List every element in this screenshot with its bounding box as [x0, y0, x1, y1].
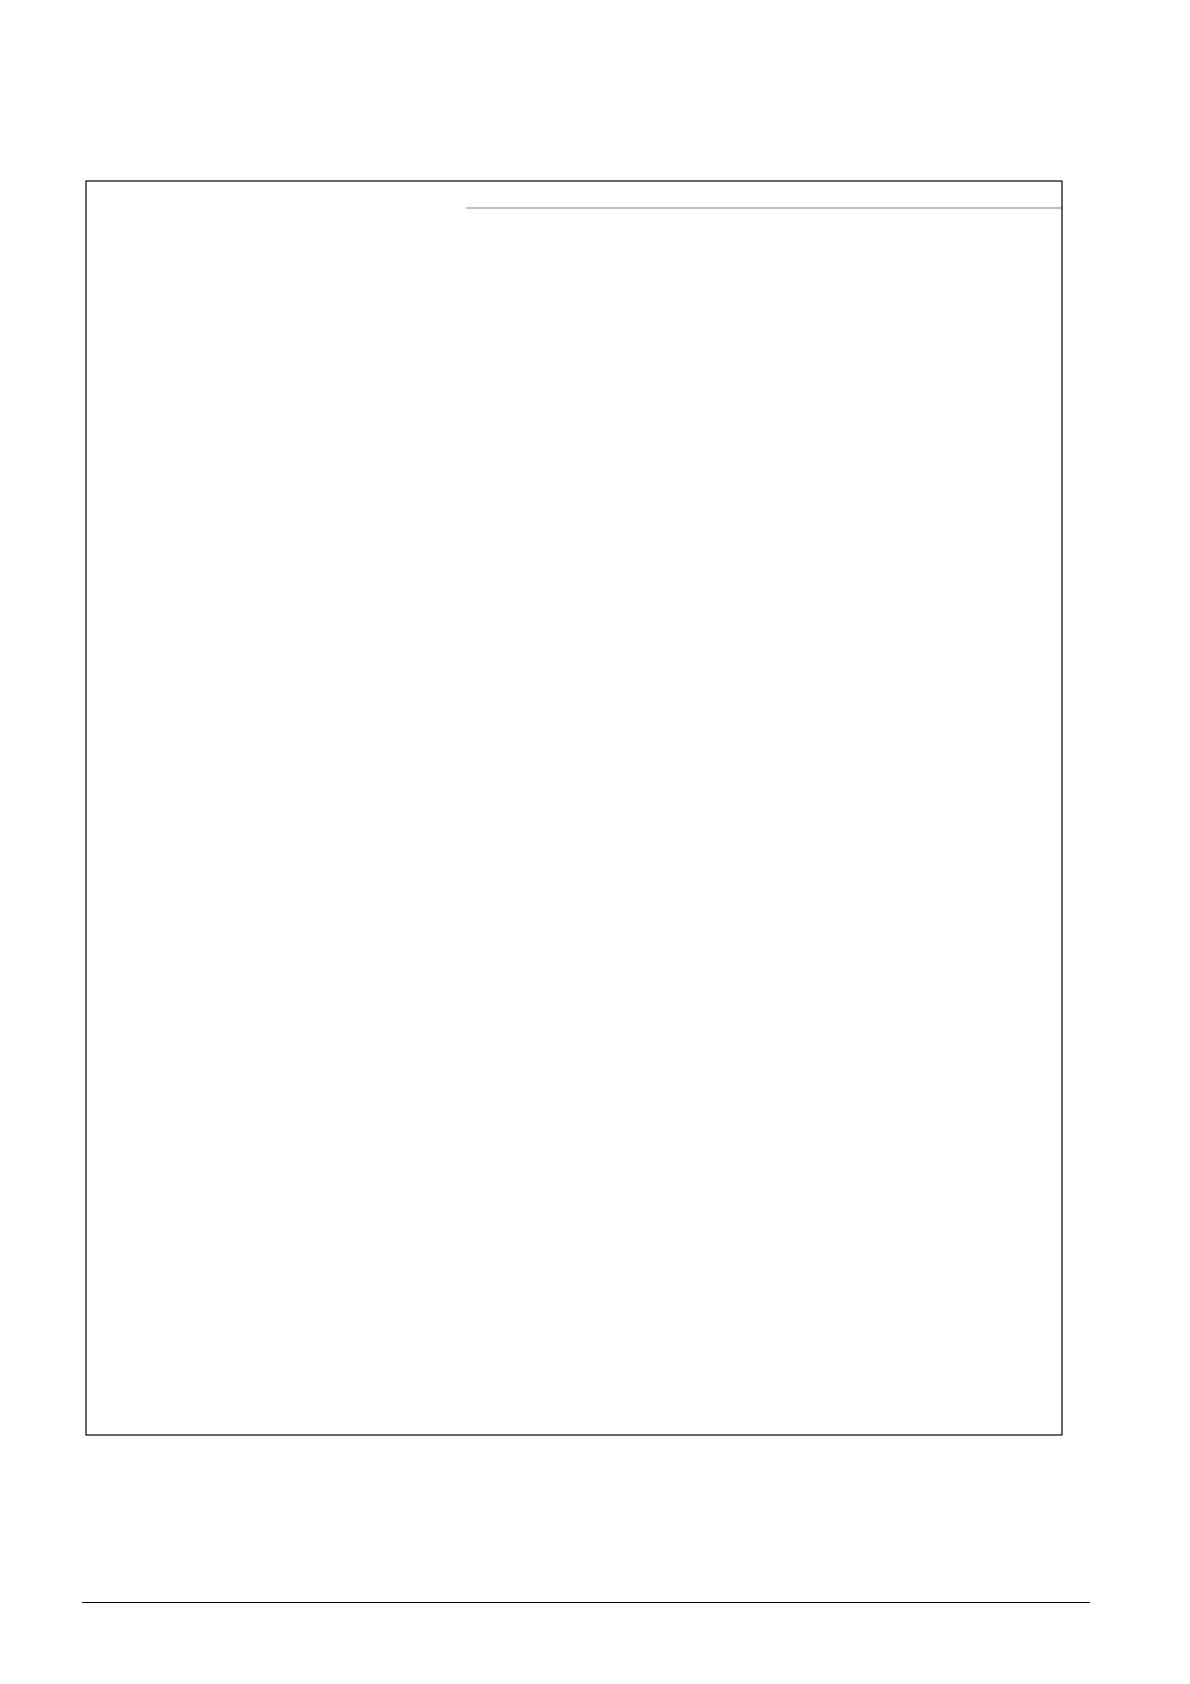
grid-lines	[86, 181, 1062, 1435]
frame	[86, 181, 1062, 1435]
footer-rule	[82, 1602, 1090, 1603]
